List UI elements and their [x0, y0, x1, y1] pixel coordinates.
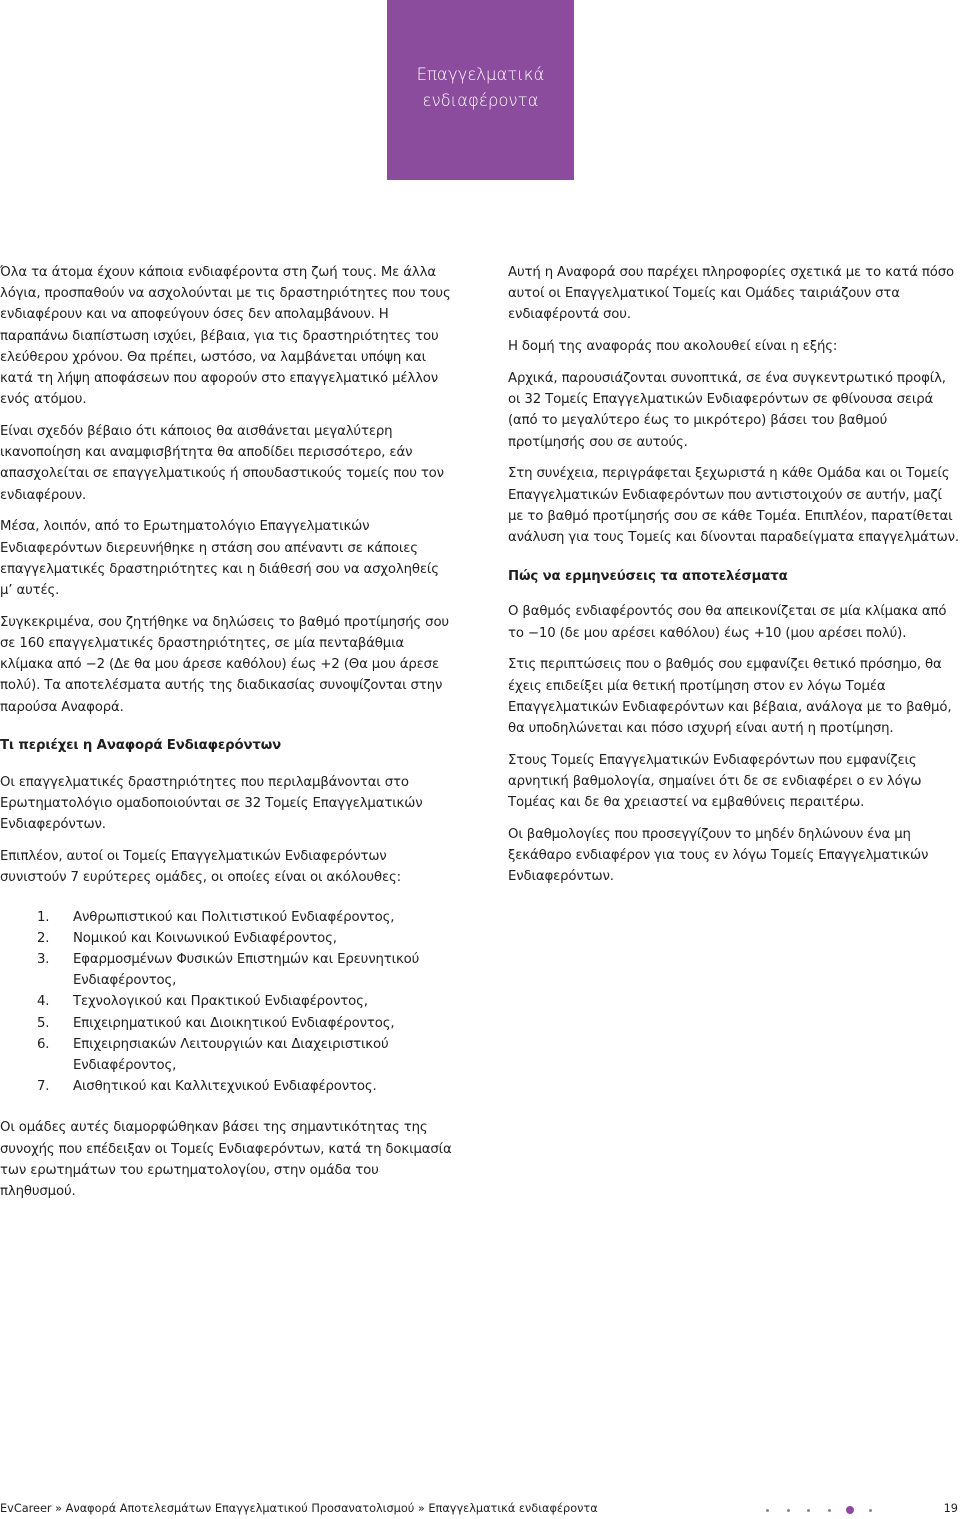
list-item-text: Επιχειρησιακών Λειτουργιών και Διαχειριστικού Ενδιαφέροντος, — [73, 1036, 389, 1074]
list-item — [0, 991, 452, 1012]
zero-score-paragraph: Οι βαθμολογίες που προσεγγίζουν το μηδέν δηλώνουν ένα μη ξεκάθαρο ενδιαφέρον για τους εν λόγω Τομείς Επαγγελματικών Ενδιαφερόντων. — [508, 827, 929, 885]
page-number: 19 — [943, 1502, 958, 1515]
questionnaire-paragraph: Μέσα, λοιπόν, από το Ερωτηματολόγιο Επαγγελματικών Ενδιαφερόντων διερευνήθηκε η στάση σου απέναντι σε κάποιες επαγγελματικές δραστηριότητες και η διάθεσή σου να ασχοληθείς μ’ αυτές. — [0, 519, 439, 599]
list-item-number: 3. — [37, 952, 50, 968]
scale-paragraph: Συγκεκριμένα, σου ζητήθηκε να δηλώσεις το βαθμό προτίμησής σου σε 160 επαγγελματικές δραστηριότητες, σε μία πενταβάθμια κλίμακα από −2 (Δε θα μου άρεσε καθόλου) έως +2 (Θα μου άρεσε πολύ). Τα αποτελέσματα αυτής της διαδικασίας συνοψίζονται στην παρούσα Αναφορά. — [0, 614, 449, 715]
list-item-text: Εφαρμοσμένων Φυσικών Επιστημών και Ερευνητικού Ενδιαφέροντος, — [73, 952, 420, 989]
list-item-text: Τεχνολογικού και Πρακτικού Ενδιαφέροντος, — [73, 994, 368, 1010]
list-item-number: 1. — [37, 909, 50, 925]
page-dot — [807, 1509, 810, 1512]
list-item-number: 6. — [37, 1036, 50, 1052]
page-dot — [787, 1509, 790, 1512]
list-item — [0, 907, 452, 928]
positive-score-paragraph: Στις περιπτώσεις που ο βαθμός σου εμφανίζει θετικό πρόσημο, θα έχεις επιδείξει μία θετική προτίμηση στον εν λόγω Τομέα Επαγγελματικών Ενδιαφερόντων και βέβαια, ανάλογα με το βαθμό, θα υποδηλώνεται και πόσο ισχυρή είναι αυτή η προτίμηση. — [508, 657, 952, 737]
groups-list — [0, 907, 452, 1098]
page-dot-active — [846, 1506, 854, 1514]
intro-paragraph: Όλα τα άτομα έχουν κάποια ενδιαφέροντα στη ζωή τους. Με άλλα λόγια, προσπαθούν να ασχολούνται με τις δραστηριότητες που τους ενδιαφέρουν και να αποφεύγουν όσες δεν απολαμβάνουν. Η παραπάνω διαπίστωση ισχύει, βέβαια, για τις δραστηριότητες του ελεύθερου χρόνου. Θα πρέπει, ωστόσο, να λαμβάνεται υπόψη και κατά τη λήψη αποφάσεων που αφορούν στο επαγγελματικό μέλλον ενός ατόμου. — [0, 265, 451, 408]
groups-intro-paragraph: Επιπλέον, αυτοί οι Τομείς Επαγγελματικών Ενδιαφερόντων συνιστούν 7 ευρύτερες ομάδες, οι οποίες είναι οι ακόλουθες: — [0, 849, 401, 886]
right-column — [508, 262, 960, 898]
report-contents-heading: Τι περιέχει η Αναφορά Ενδιαφερόντων — [0, 737, 282, 753]
list-item-text: Αισθητικού και Καλλιτεχνικού Ενδιαφέροντος. — [73, 1079, 377, 1095]
interpretation-heading: Πώς να ερμηνεύσεις τα αποτελέσματα — [508, 569, 788, 585]
negative-score-paragraph: Στους Τομείς Επαγγελματικών Ενδιαφερόντων που εμφανίζεις αρνητική βαθμολογία, σημαίνει ότι δε σε ενδιαφέρει ο εν λόγω Τομέας και δε θα χρειαστεί να εμβαθύνεις περαιτέρω. — [508, 752, 922, 811]
list-item-number: 5. — [37, 1015, 50, 1031]
left-column — [0, 262, 452, 1213]
section-tab — [387, 0, 574, 180]
list-item — [0, 1013, 452, 1034]
structure-paragraph: Η δομή της αναφοράς που ακολουθεί είναι η εξής: — [508, 339, 838, 355]
groups-formation-paragraph: Οι ομάδες αυτές διαμορφώθηκαν βάσει της σημαντικότητας της συνοχής που επέδειξαν οι Τομείς Ενδιαφερόντων, κατά τη δοκιμασία των ερωτημάτων του ερωτηματολογίου, στην ομάδα του πληθυσμού. — [0, 1120, 452, 1200]
page-footer — [0, 1500, 960, 1518]
list-item-number: 7. — [37, 1079, 50, 1095]
score-scale-paragraph: Ο βαθμός ενδιαφέροντός σου θα απεικονίζεται σε μία κλίμακα από το −10 (δε μου αρέσει καθόλου) έως +10 (μου αρέσει πολύ). — [508, 604, 947, 641]
list-item-number: 2. — [37, 930, 50, 946]
page-dot — [828, 1509, 831, 1512]
list-item-number: 4. — [37, 994, 50, 1010]
group-description-paragraph: Στη συνέχεια, περιγράφεται ξεχωριστά η κάθε Ομάδα και οι Τομείς Επαγγελματικών Ενδιαφερόντων που αντιστοιχούν σε αυτήν, μαζί με το βαθμό προτίμησής σου σε κάθε Τομέα. Επιπλέον, παρατίθεται ανάλυση για τους Τομείς και δίνονται παραδείγματα επαγγελμάτων. — [508, 466, 959, 546]
list-item-text: Νομικού και Κοινωνικού Ενδιαφέροντος, — [73, 930, 337, 946]
grouping-paragraph: Οι επαγγελματικές δραστηριότητες που περιλαμβάνονται στο Ερωτηματολόγιο ομαδοποιούνται σε 32 Τομείς Επαγγελματικών Ενδιαφερόντων. — [0, 775, 423, 833]
profile-paragraph: Αρχικά, παρουσιάζονται συνοπτικά, σε ένα συγκεντρωτικό προφίλ, οι 32 Τομείς Επαγγελματικών Ενδιαφερόντων σε φθίνουσα σειρά (από το μεγαλύτερο έως το μικρότερο) βάσει του βαθμού προτίμησής σου σε αυτούς. — [508, 371, 946, 450]
list-item-text: Ανθρωπιστικού και Πολιτιστικού Ενδιαφέροντος, — [73, 909, 395, 925]
list-item — [0, 1076, 452, 1097]
list-item — [0, 928, 452, 949]
section-title-line1: Επαγγελματικά — [416, 65, 545, 84]
list-item-text: Επιχειρηματικού και Διοικητικού Ενδιαφέροντος, — [73, 1015, 395, 1031]
report-purpose-paragraph: Αυτή η Αναφορά σου παρέχει πληροφορίες σχετικά με το κατά πόσο αυτοί οι Επαγγελματικοί Τομείς και Ομάδες ταιριάζουν στα ενδιαφέροντά σου. — [508, 265, 955, 323]
section-title-line2: ενδιαφέροντα — [422, 91, 539, 110]
list-item — [0, 1034, 452, 1076]
list-item — [0, 949, 452, 991]
page-dot — [766, 1509, 769, 1512]
footer-breadcrumb: EvCareer » Αναφορά Αποτελεσμάτων Επαγγελματικού Προσανατολισμού » Επαγγελματικά ενδιαφέροντα — [0, 1502, 598, 1515]
satisfaction-paragraph: Είναι σχεδόν βέβαιο ότι κάποιος θα αισθάνεται μεγαλύτερη ικανοποίηση και αναμφισβήτητα θα αποδίδει περισσότερο, εάν απασχολείται σε επαγγελματικούς ή σπουδαστικούς τομείς που τον ενδιαφέρουν. — [0, 424, 444, 503]
page-dot — [869, 1509, 872, 1512]
